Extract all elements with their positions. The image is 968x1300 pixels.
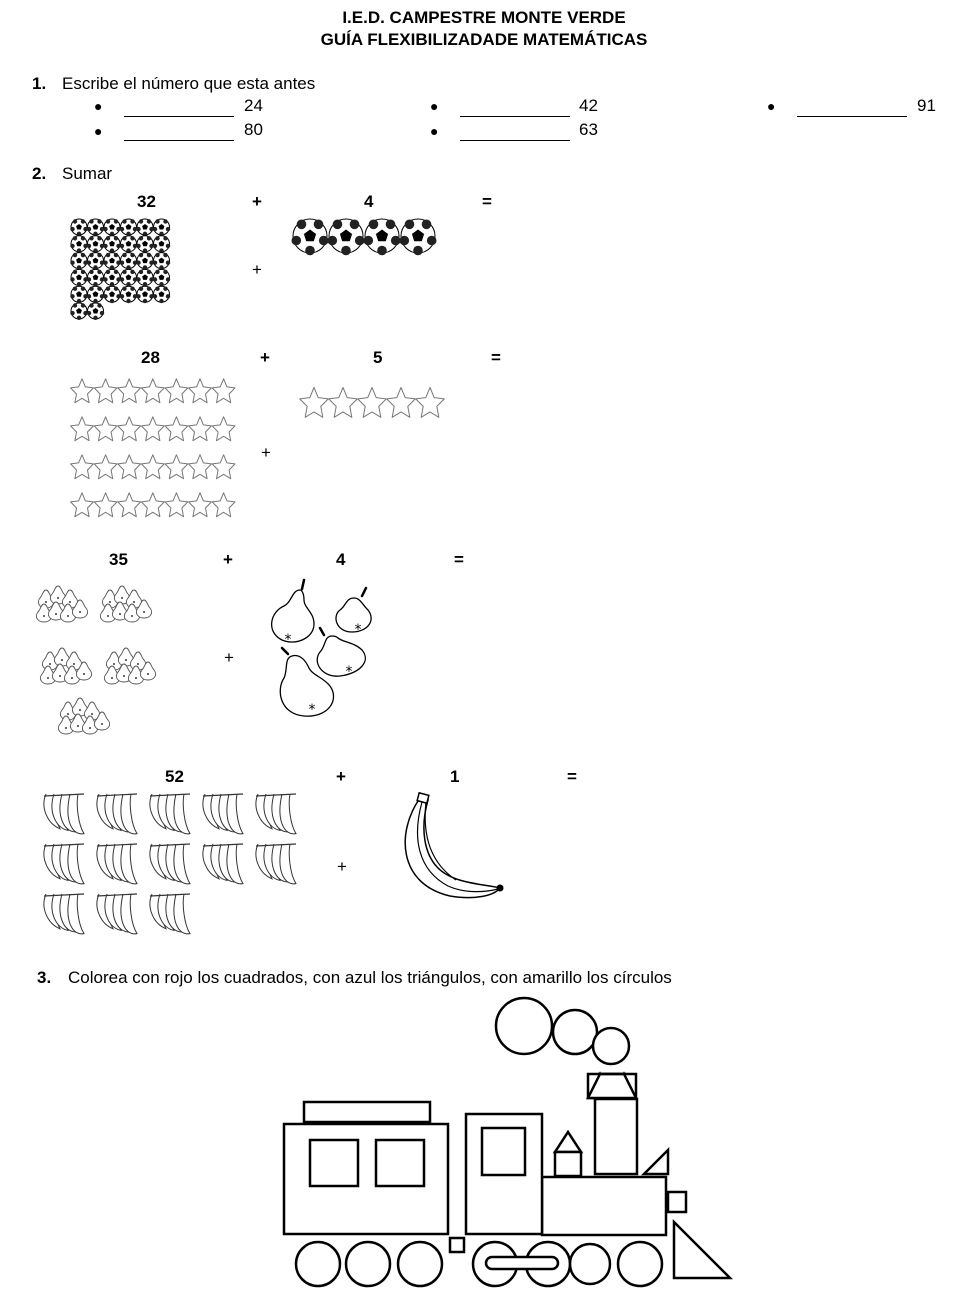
- engine-body: [542, 1177, 666, 1235]
- star-icon: [141, 417, 164, 441]
- smoke-circle: [496, 998, 552, 1054]
- star-icon: [189, 455, 212, 479]
- soccer-ball-icon: [70, 236, 87, 253]
- svg-text:*: *: [308, 702, 316, 718]
- wheel-circle: [618, 1242, 662, 1286]
- smoke-circle: [593, 1028, 629, 1064]
- soccer-ball-icon: [120, 286, 137, 303]
- banana-bunch-icon: [44, 844, 84, 884]
- soccer-ball-icon: [103, 219, 120, 236]
- front-triangle: [644, 1150, 668, 1174]
- q1-item: 24: [244, 96, 263, 115]
- star-icon: [165, 417, 188, 441]
- star-icon: [118, 493, 141, 517]
- cowcatcher-triangle: [674, 1222, 730, 1278]
- wheel-circle: [398, 1242, 442, 1286]
- soccer-balls-group-4: [292, 218, 442, 256]
- stars-group-5: [298, 378, 458, 438]
- bullet-icon: ●: [430, 98, 439, 114]
- soccer-ball-icon: [120, 236, 137, 253]
- plus-sign: +: [223, 550, 233, 569]
- q3-text: Colorea con rojo los cuadrados, con azul los triángulos, con amarillo los círculos: [68, 968, 672, 987]
- star-icon: [212, 493, 235, 517]
- wagon-window: [376, 1140, 424, 1186]
- star-icon: [71, 455, 94, 479]
- soccer-ball-icon: [70, 219, 87, 236]
- bullet-icon: ●: [94, 98, 103, 114]
- soccer-ball-icon: [136, 219, 153, 236]
- soccer-ball-icon: [328, 219, 365, 255]
- soccer-ball-icon: [136, 269, 153, 286]
- star-icon: [71, 417, 94, 441]
- addend-b: 1: [450, 767, 460, 786]
- cab-window: [482, 1128, 525, 1175]
- star-icon: [141, 379, 164, 403]
- addend-b: 4: [364, 192, 374, 211]
- star-icon: [141, 493, 164, 517]
- soccer-ball-icon: [103, 286, 120, 303]
- star-icon: [71, 379, 94, 403]
- star-icon: [358, 388, 387, 418]
- star-icon: [118, 455, 141, 479]
- coupler-square: [450, 1238, 464, 1252]
- addend-a: 52: [165, 767, 184, 786]
- stars-group-28: [70, 376, 240, 526]
- q3-number: 3.: [37, 968, 52, 987]
- star-icon: [118, 417, 141, 441]
- soccer-ball-icon: [103, 253, 120, 270]
- soccer-ball-icon: [153, 286, 170, 303]
- smoke-circle: [553, 1010, 597, 1054]
- plus-sign: +: [337, 857, 347, 876]
- bullet-icon: ●: [430, 123, 439, 139]
- soccer-ball-icon: [292, 219, 329, 255]
- banana-bunch-icon: [256, 794, 296, 834]
- banana-bunch-icon: [150, 844, 190, 884]
- q1-number: 1.: [32, 74, 47, 93]
- pears-group-35: [38, 576, 168, 741]
- soccer-ball-icon: [136, 286, 153, 303]
- banana-bunches-group-52: [40, 792, 310, 942]
- soccer-ball-icon: [153, 269, 170, 286]
- soccer-ball-icon: [153, 236, 170, 253]
- soccer-ball-icon: [70, 269, 87, 286]
- wagon-roof: [304, 1102, 430, 1122]
- svg-text:*: *: [284, 632, 292, 648]
- star-icon: [416, 388, 445, 418]
- soccer-ball-icon: [400, 219, 437, 255]
- soccer-ball-icon: [87, 219, 104, 236]
- q1-item: 80: [244, 120, 263, 139]
- addend-b: 5: [373, 348, 383, 367]
- banana-icon: [390, 792, 510, 904]
- banana-bunch-icon: [44, 794, 84, 834]
- pears-group-4: [262, 580, 402, 725]
- star-icon: [189, 417, 212, 441]
- star-icon: [189, 493, 212, 517]
- soccer-ball-icon: [120, 253, 137, 270]
- soccer-ball-icon: [87, 286, 104, 303]
- equals-sign: =: [567, 767, 577, 786]
- star-icon: [71, 493, 94, 517]
- school-name: I.E.D. CAMPESTRE MONTE VERDE: [342, 8, 626, 27]
- q1-item: 63: [579, 120, 598, 139]
- plus-sign: +: [252, 260, 262, 279]
- soccer-ball-icon: [70, 253, 87, 270]
- soccer-ball-icon: [70, 303, 87, 320]
- plus-sign: +: [260, 348, 270, 367]
- answer-blank[interactable]: [797, 100, 907, 117]
- star-icon: [165, 455, 188, 479]
- soccer-balls-group-32: [70, 218, 180, 320]
- wheel-rod: [486, 1257, 558, 1269]
- soccer-ball-icon: [120, 269, 137, 286]
- star-icon: [329, 388, 358, 418]
- star-icon: [141, 455, 164, 479]
- banana-bunch-icon: [97, 794, 137, 834]
- banana-bunch-icon: [256, 844, 296, 884]
- q2-number: 2.: [32, 164, 47, 183]
- star-icon: [212, 455, 235, 479]
- soccer-ball-icon: [120, 219, 137, 236]
- addend-a: 32: [137, 192, 156, 211]
- star-icon: [94, 493, 117, 517]
- wheel-circle: [296, 1242, 340, 1286]
- banana-bunch-icon: [150, 894, 190, 934]
- star-icon: [94, 379, 117, 403]
- star-icon: [212, 417, 235, 441]
- banana-bunch-icon: [150, 794, 190, 834]
- plus-sign: +: [224, 648, 234, 667]
- chimney-body: [595, 1099, 637, 1174]
- soccer-ball-icon: [87, 253, 104, 270]
- answer-blank[interactable]: [124, 100, 234, 117]
- star-icon: [165, 493, 188, 517]
- svg-text:*: *: [345, 664, 353, 680]
- plus-sign: +: [252, 192, 262, 211]
- soccer-ball-icon: [364, 219, 401, 255]
- q1-item: 42: [579, 96, 598, 115]
- soccer-ball-icon: [153, 253, 170, 270]
- wagon-window: [310, 1140, 358, 1186]
- soccer-ball-icon: [87, 303, 104, 320]
- bullet-icon: ●: [767, 98, 776, 114]
- soccer-ball-icon: [103, 269, 120, 286]
- soccer-ball-icon: [153, 219, 170, 236]
- q1-item: 91: [917, 96, 936, 115]
- banana-bunch-icon: [97, 894, 137, 934]
- addend-b: 4: [336, 550, 346, 569]
- star-icon: [300, 388, 329, 418]
- soccer-ball-icon: [136, 253, 153, 270]
- answer-blank[interactable]: [460, 100, 570, 117]
- addend-a: 35: [109, 550, 128, 569]
- guide-title: GUÍA FLEXIBILIZADADE MATEMÁTICAS: [320, 30, 648, 49]
- star-icon: [94, 455, 117, 479]
- soccer-ball-icon: [87, 236, 104, 253]
- train-shapes-drawing: [270, 990, 740, 1290]
- equals-sign: =: [482, 192, 492, 211]
- soccer-ball-icon: [103, 236, 120, 253]
- plus-sign: +: [336, 767, 346, 786]
- soccer-ball-icon: [136, 236, 153, 253]
- soccer-ball-icon: [70, 286, 87, 303]
- bullet-icon: ●: [94, 123, 103, 139]
- star-icon: [212, 379, 235, 403]
- dome-square: [555, 1152, 581, 1176]
- star-icon: [387, 388, 416, 418]
- svg-text:*: *: [354, 622, 362, 638]
- banana-bunch-icon: [44, 894, 84, 934]
- wheel-circle: [346, 1242, 390, 1286]
- banana-bunch-icon: [97, 844, 137, 884]
- star-icon: [165, 379, 188, 403]
- equals-sign: =: [454, 550, 464, 569]
- banana-bunch-icon: [203, 794, 243, 834]
- star-icon: [94, 417, 117, 441]
- q1-text: Escribe el número que esta antes: [62, 74, 316, 93]
- answer-blank[interactable]: [460, 124, 570, 141]
- star-icon: [118, 379, 141, 403]
- banana-bunch-icon: [203, 844, 243, 884]
- buffer-square: [668, 1192, 686, 1212]
- equals-sign: =: [491, 348, 501, 367]
- q2-text: Sumar: [62, 164, 113, 183]
- wheel-circle: [570, 1244, 610, 1284]
- answer-blank[interactable]: [124, 124, 234, 141]
- dome-triangle: [555, 1132, 581, 1152]
- soccer-ball-icon: [87, 269, 104, 286]
- plus-sign: +: [261, 443, 271, 462]
- addend-a: 28: [141, 348, 160, 367]
- star-icon: [189, 379, 212, 403]
